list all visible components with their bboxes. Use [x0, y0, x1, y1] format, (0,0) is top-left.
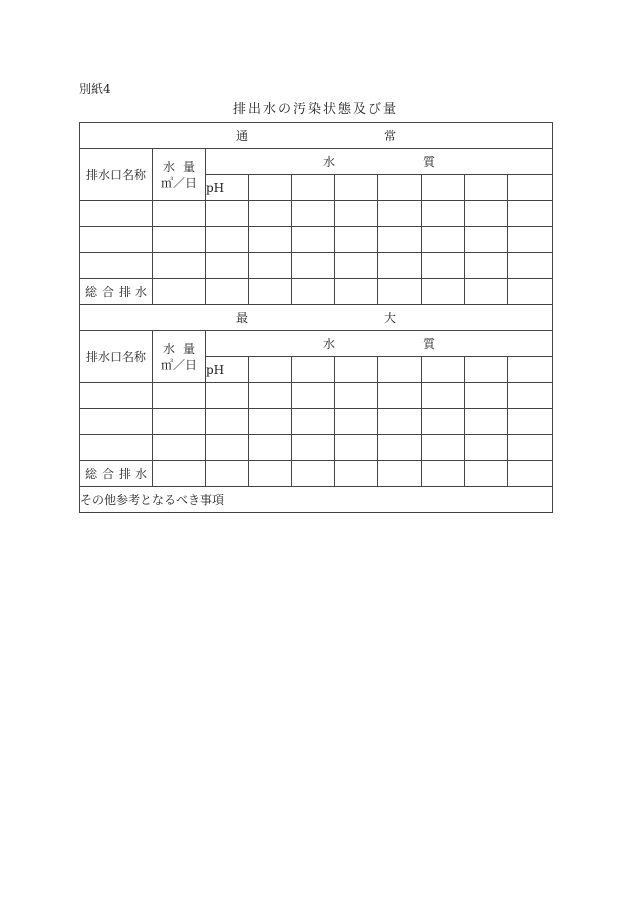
table-cell[interactable]: [422, 227, 465, 253]
total-char: 排: [118, 467, 131, 481]
table-cell[interactable]: [292, 383, 335, 409]
table-cell[interactable]: [206, 435, 249, 461]
table-row: [80, 227, 553, 253]
max-section-header: [80, 305, 553, 331]
max-header-char-1: 最: [236, 311, 249, 325]
total-wastewater-label: [80, 279, 153, 305]
quality-col-header[interactable]: [465, 357, 508, 383]
table-cell[interactable]: [153, 409, 206, 435]
quality-col-header[interactable]: [422, 357, 465, 383]
table-cell[interactable]: [80, 409, 153, 435]
table-cell[interactable]: [335, 383, 378, 409]
table-cell[interactable]: [508, 409, 553, 435]
attachment-label: 別紙4: [79, 82, 111, 96]
table-cell[interactable]: [249, 201, 292, 227]
table-cell[interactable]: [508, 383, 553, 409]
table-cell[interactable]: [508, 201, 553, 227]
table-cell[interactable]: [335, 435, 378, 461]
table-cell[interactable]: [335, 227, 378, 253]
table-cell[interactable]: [422, 279, 465, 305]
table-cell[interactable]: [153, 461, 206, 487]
table-row: [80, 409, 553, 435]
table-cell[interactable]: [465, 279, 508, 305]
table-cell[interactable]: [508, 435, 553, 461]
table-cell[interactable]: [465, 461, 508, 487]
table-cell[interactable]: [292, 201, 335, 227]
table-cell[interactable]: [465, 409, 508, 435]
table-cell[interactable]: [465, 227, 508, 253]
quality-col-header[interactable]: [508, 357, 553, 383]
table-cell[interactable]: [80, 201, 153, 227]
table-cell[interactable]: [206, 253, 249, 279]
table-cell[interactable]: [335, 409, 378, 435]
quality-col-header[interactable]: [249, 357, 292, 383]
table-cell[interactable]: [249, 227, 292, 253]
table-cell[interactable]: [153, 279, 206, 305]
quality-char-2: 質: [423, 155, 436, 169]
notes-label: その他参考となるべき事項: [80, 493, 225, 507]
table-cell[interactable]: [153, 253, 206, 279]
table-cell[interactable]: [465, 435, 508, 461]
outlet-name-header: 排水口名称: [80, 331, 153, 383]
table-cell[interactable]: [153, 435, 206, 461]
flow-unit: ㎥／日: [160, 357, 197, 372]
table-cell[interactable]: [508, 227, 553, 253]
table-cell[interactable]: [422, 409, 465, 435]
total-char: 総: [85, 285, 98, 299]
table-cell[interactable]: [378, 279, 422, 305]
quality-col-header[interactable]: [335, 357, 378, 383]
table-cell[interactable]: [378, 201, 422, 227]
normal-header-char-1: 通: [236, 129, 249, 143]
flow-char-2: 量: [182, 159, 195, 174]
water-quality-header: [206, 331, 553, 357]
table-cell[interactable]: [292, 253, 335, 279]
notes-field[interactable]: [80, 487, 553, 513]
table-cell[interactable]: [508, 279, 553, 305]
quality-char-2: 質: [423, 337, 436, 351]
quality-col-header[interactable]: [335, 175, 378, 201]
table-cell[interactable]: [465, 383, 508, 409]
table-cell[interactable]: [378, 253, 422, 279]
ph-header: pH: [206, 175, 249, 201]
table-cell[interactable]: [422, 435, 465, 461]
table-cell[interactable]: [465, 201, 508, 227]
table-cell[interactable]: [249, 461, 292, 487]
table-cell[interactable]: [335, 279, 378, 305]
table-cell[interactable]: [378, 461, 422, 487]
flow-unit: ㎥／日: [160, 175, 197, 190]
table-cell[interactable]: [153, 227, 206, 253]
flow-char-2: 量: [182, 341, 195, 356]
quality-col-header[interactable]: [378, 175, 422, 201]
total-row: [80, 461, 553, 487]
table-cell[interactable]: [249, 383, 292, 409]
table-cell[interactable]: [378, 409, 422, 435]
table-cell[interactable]: [378, 227, 422, 253]
quality-col-header[interactable]: [292, 357, 335, 383]
table-cell[interactable]: [249, 409, 292, 435]
table-cell[interactable]: [335, 253, 378, 279]
total-row: [80, 279, 553, 305]
table-cell[interactable]: [206, 201, 249, 227]
table-cell[interactable]: [80, 435, 153, 461]
table-cell[interactable]: [249, 279, 292, 305]
flow-char-1: 水: [163, 159, 176, 174]
table-cell[interactable]: [292, 461, 335, 487]
outlet-name-header: 排水口名称: [80, 149, 153, 201]
flow-header: [153, 331, 206, 383]
table-cell[interactable]: [422, 201, 465, 227]
normal-section-header: [80, 123, 553, 149]
table-cell[interactable]: [80, 227, 153, 253]
table-cell[interactable]: [335, 201, 378, 227]
table-cell[interactable]: [422, 253, 465, 279]
table-cell[interactable]: [206, 383, 249, 409]
normal-header-char-2: 常: [384, 129, 397, 143]
table-cell[interactable]: [292, 227, 335, 253]
table-cell[interactable]: [206, 409, 249, 435]
table-row: [80, 253, 553, 279]
water-quality-header: [206, 149, 553, 175]
quality-char-1: 水: [323, 337, 336, 351]
quality-col-header[interactable]: [465, 175, 508, 201]
table-cell[interactable]: [335, 461, 378, 487]
max-header-char-2: 大: [384, 311, 397, 325]
table-row: [80, 201, 553, 227]
table-cell[interactable]: [206, 227, 249, 253]
quality-col-header[interactable]: [378, 357, 422, 383]
table-cell[interactable]: [249, 253, 292, 279]
table-cell[interactable]: [80, 383, 153, 409]
total-char: 排: [118, 285, 131, 299]
table-cell[interactable]: [292, 435, 335, 461]
quality-col-header[interactable]: [508, 175, 553, 201]
quality-col-header[interactable]: [422, 175, 465, 201]
table-cell[interactable]: [422, 383, 465, 409]
quality-col-header[interactable]: [292, 175, 335, 201]
document-title: 排出水の汚染状態及び量: [232, 102, 398, 117]
table-row: [80, 435, 553, 461]
total-wastewater-label: [80, 461, 153, 487]
total-char: 水: [134, 467, 147, 481]
table-cell[interactable]: [508, 253, 553, 279]
table-row: [80, 383, 553, 409]
table-cell[interactable]: [249, 435, 292, 461]
table-cell[interactable]: [153, 201, 206, 227]
table-cell[interactable]: [153, 383, 206, 409]
table-cell[interactable]: [206, 279, 249, 305]
total-char: 総: [85, 467, 98, 481]
table-cell[interactable]: [422, 461, 465, 487]
quality-col-header[interactable]: [249, 175, 292, 201]
table-cell[interactable]: [292, 279, 335, 305]
table-cell[interactable]: [508, 461, 553, 487]
table-cell[interactable]: [206, 461, 249, 487]
table-cell[interactable]: [292, 409, 335, 435]
total-char: 合: [101, 285, 114, 299]
flow-header: [153, 149, 206, 201]
total-char: 合: [101, 467, 114, 481]
table-cell[interactable]: [80, 253, 153, 279]
total-char: 水: [134, 285, 147, 299]
wastewater-table: [79, 122, 553, 513]
table-cell[interactable]: [465, 253, 508, 279]
ph-header: pH: [206, 357, 249, 383]
table-cell[interactable]: [378, 383, 422, 409]
table-cell[interactable]: [378, 435, 422, 461]
flow-char-1: 水: [163, 341, 176, 356]
quality-char-1: 水: [323, 155, 336, 169]
